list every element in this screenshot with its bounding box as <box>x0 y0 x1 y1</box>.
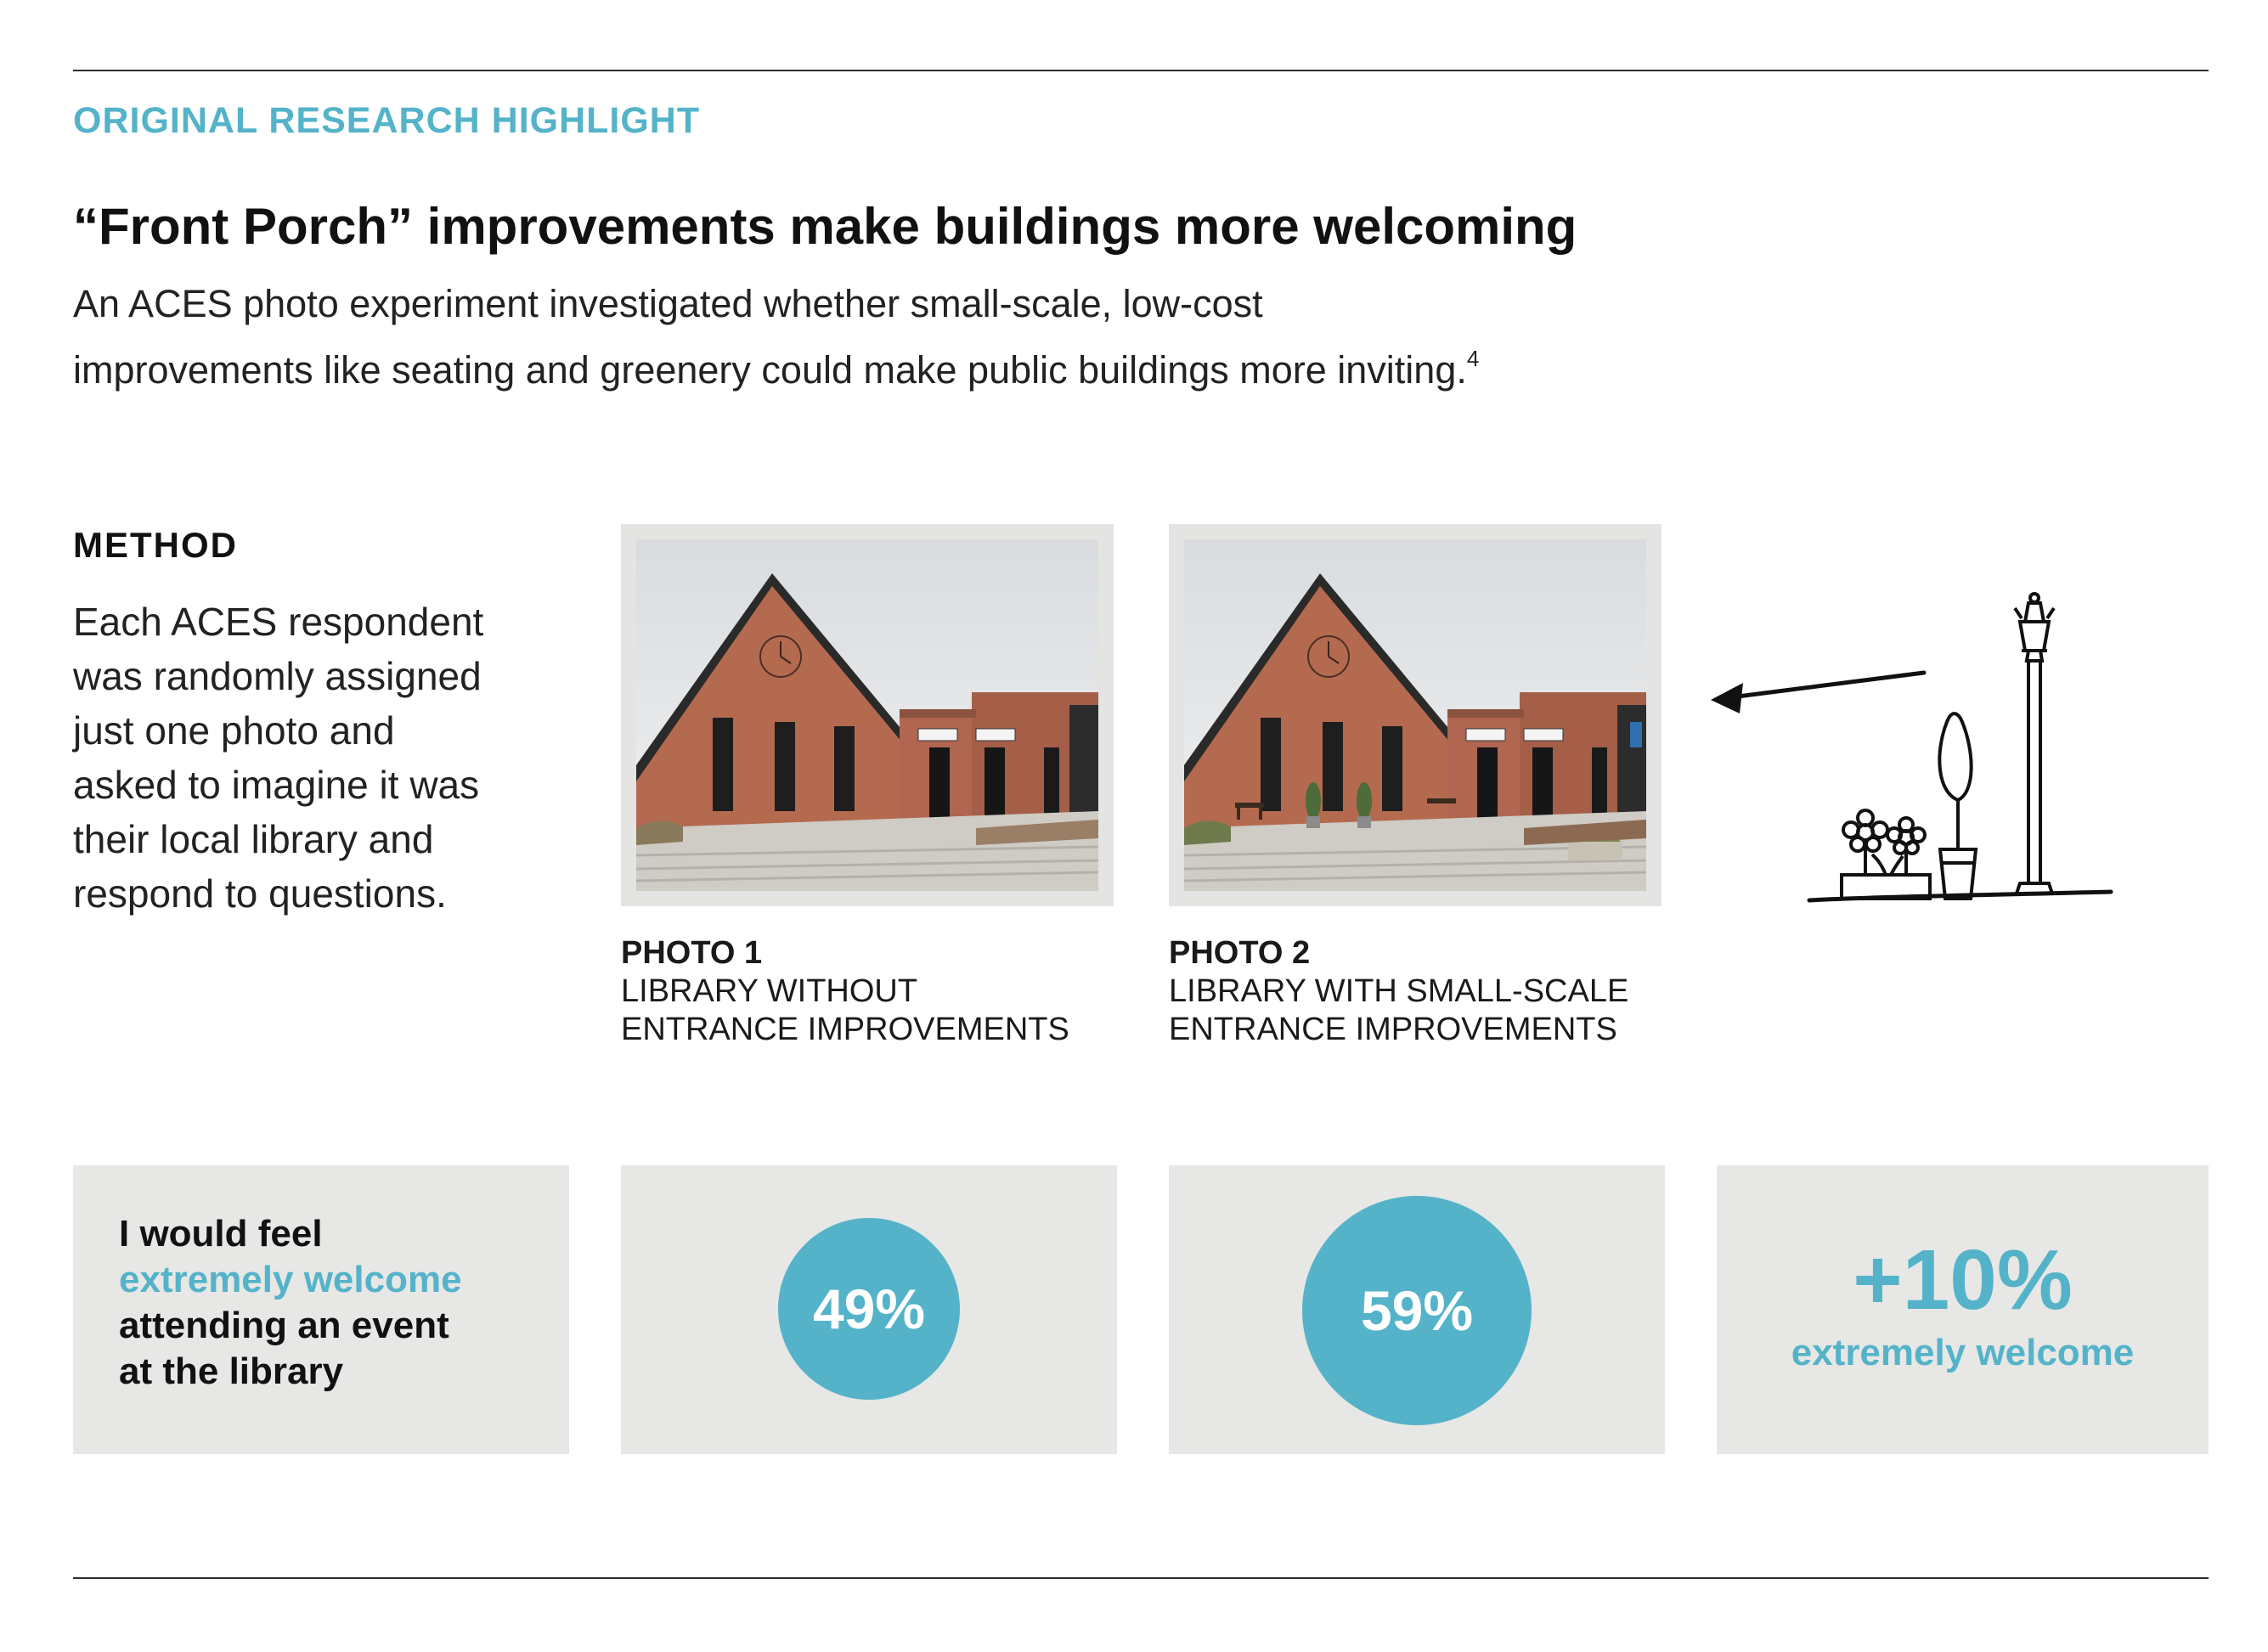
method-line: just one photo and <box>73 708 395 753</box>
photo-2-result-card <box>1169 1165 1665 1454</box>
photo-2-frame <box>1169 524 1662 906</box>
photo-1-caption <box>621 934 1131 1049</box>
library-photo-1 <box>636 539 1098 891</box>
method-heading: METHOD <box>73 525 238 565</box>
method-line: respond to questions. <box>73 871 447 916</box>
photo-2-heading: PHOTO 2 <box>1169 935 1311 971</box>
intro-line-2: improvements like seating and greenery could make public buildings more inviting. <box>73 348 1467 392</box>
front-porch-illustration <box>1699 569 2141 926</box>
survey-statement <box>119 1211 518 1395</box>
method-line: was randomly assigned <box>73 654 482 698</box>
difference-label: extremely welcome <box>1791 1332 2135 1373</box>
statement-line-4: at the library <box>119 1350 344 1392</box>
photo-2-percent-circle: 59% <box>1302 1196 1532 1425</box>
method-line: their local library and <box>73 817 434 861</box>
method-line: asked to imagine it was <box>73 763 480 807</box>
library-photo-2 <box>1184 539 1646 891</box>
lamppost-icon <box>2015 594 2054 894</box>
difference-value: +10% <box>1853 1232 2073 1328</box>
bottom-rule <box>73 1577 2209 1579</box>
photo-2-caption <box>1169 934 1678 1049</box>
difference-card <box>1717 1165 2209 1454</box>
potted-tree-icon <box>1939 713 1976 899</box>
arrow-left-icon <box>1711 673 1924 713</box>
intro-line-1: An ACES photo experiment investigated whether small-scale, low-cost <box>73 282 1263 325</box>
intro-paragraph <box>73 277 1772 397</box>
statement-card <box>73 1165 569 1454</box>
photo-1-heading: PHOTO 1 <box>621 935 763 971</box>
photo-1-result-card <box>621 1165 1117 1454</box>
page-title: “Front Porch” improvements make buildings more welcoming <box>73 198 1577 255</box>
photo-2-line-1: LIBRARY WITH SMALL-SCALE <box>1169 973 1629 1009</box>
footnote-marker: 4 <box>1466 346 1480 371</box>
top-rule <box>73 70 2209 71</box>
section-kicker: ORIGINAL RESEARCH HIGHLIGHT <box>73 100 701 141</box>
statement-highlight: extremely welcome <box>119 1259 462 1300</box>
photo-1-line-2: ENTRANCE IMPROVEMENTS <box>621 1012 1069 1047</box>
method-description <box>73 595 583 921</box>
photo-1-frame <box>621 524 1114 906</box>
photo-1-percent-circle: 49% <box>778 1218 960 1400</box>
statement-line-3: attending an event <box>119 1305 449 1346</box>
photo-2-line-2: ENTRANCE IMPROVEMENTS <box>1169 1012 1617 1047</box>
statement-line-1: I would feel <box>119 1213 323 1255</box>
method-line: Each ACES respondent <box>73 600 484 644</box>
photo-1-line-1: LIBRARY WITHOUT <box>621 973 918 1009</box>
flower-box-icon <box>1842 810 1930 899</box>
